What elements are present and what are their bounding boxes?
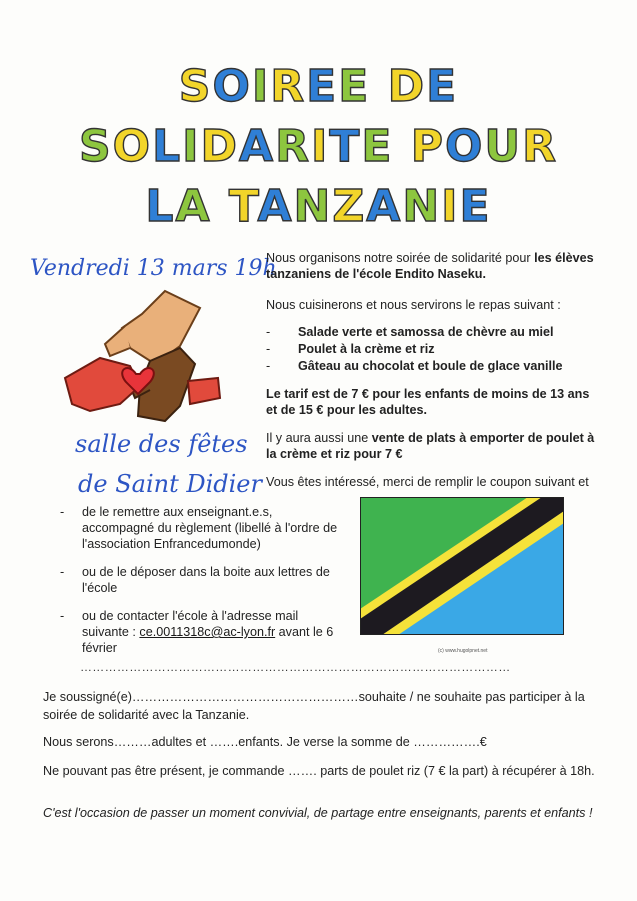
handwritten-place-2: de Saint Didier [78, 470, 262, 498]
interesse-text: Vous êtes intéressé, merci de remplir le coupon suivant et [266, 475, 589, 489]
menu-intro: Nous cuisinerons et nous servirons le repas suivant : [266, 298, 561, 312]
handwritten-place-1: salle des fêtes [75, 430, 248, 458]
intro-bold: les élèves tanzaniens de l'école Endito Naseku. [266, 251, 594, 281]
option-item: - ou de contacter l'école à l'adresse mail suivante : ce.0011318c@ac-lyon.fr avant le 6 février [60, 609, 334, 655]
option-text: ou de contacter l'école à l'adresse mail suivante : [82, 609, 299, 639]
dish-list [266, 324, 596, 375]
option-item: - de le remettre aux enseignant.e.s, accompagné du règlement (libellé à l'ordre de l'association Enfrancedumonde) [60, 504, 345, 552]
intro-paragraph [266, 250, 596, 282]
dish-text: Salade verte et samossa de chèvre au miel [298, 325, 554, 339]
handwritten-date: Vendredi 13 mars 19h [30, 256, 277, 281]
options-list [60, 504, 345, 668]
vente-before: Il y aura aussi une [266, 431, 372, 445]
dish-item: - Poulet à la crème et riz [266, 342, 435, 356]
tarif-text: Le tarif est de 7 € pour les enfants de moins de 13 ans et de 15 € pour les adultes. [266, 387, 590, 417]
dish-item: - Salade verte et samossa de chèvre au miel [266, 325, 554, 339]
dish-text: Gâteau au chocolat et boule de glace vanille [298, 359, 563, 373]
cut-line: …………………………………………………………………………………………… [80, 660, 510, 674]
option-text: ou de le déposer dans la boite aux lettres de l'école [82, 565, 330, 595]
title-line-2: SOLIDARITE POUR [78, 121, 559, 172]
dish-text: Poulet à la crème et riz [298, 342, 435, 356]
vente-paragraph [266, 430, 596, 462]
tanzania-flag-drawing [360, 497, 564, 635]
option-text: de le remettre aux enseignant.e.s, accompagné du règlement (libellé à l'ordre de l'association Enfrancedumonde) [82, 505, 338, 551]
closing-text: C'est l'occasion de passer un moment convivial, de partage entre enseignants, parents et enfants ! [43, 806, 593, 820]
solidarity-hands-illustration [60, 286, 225, 426]
title-line-1: SOIREE DE [178, 61, 459, 112]
option-item: - ou de le déposer dans la boite aux lettres de l'école [60, 564, 345, 596]
coupon-line-1: Je soussigné(e)………………………………………………souhaite / ne souhaite pas participer à la soirée de solidarité avec la Tanzanie. [43, 690, 585, 722]
coupon-line-3: Ne pouvant pas être présent, je commande ……. parts de poulet riz (7 € la part) à récupérer à 18h. [43, 764, 595, 778]
title-line-3: LA TANZANIE [145, 181, 492, 232]
coupon-line-2: Nous serons………adultes et …….enfants. Je verse la somme de …………….€ [43, 735, 487, 749]
option-text-after: avant le 6 février [82, 625, 334, 655]
dish-item: - Gâteau au chocolat et boule de glace vanille [266, 359, 563, 373]
vente-highlight: vente de plats à emporter de poulet à la crème et riz pour 7 € [266, 431, 595, 461]
intro-text: Nous organisons notre soirée de solidarité pour [266, 251, 535, 265]
flag-credit: (c) www.hugolpnet.net [438, 648, 488, 654]
school-email-link[interactable]: ce.0011318c@ac-lyon.fr [139, 625, 276, 639]
